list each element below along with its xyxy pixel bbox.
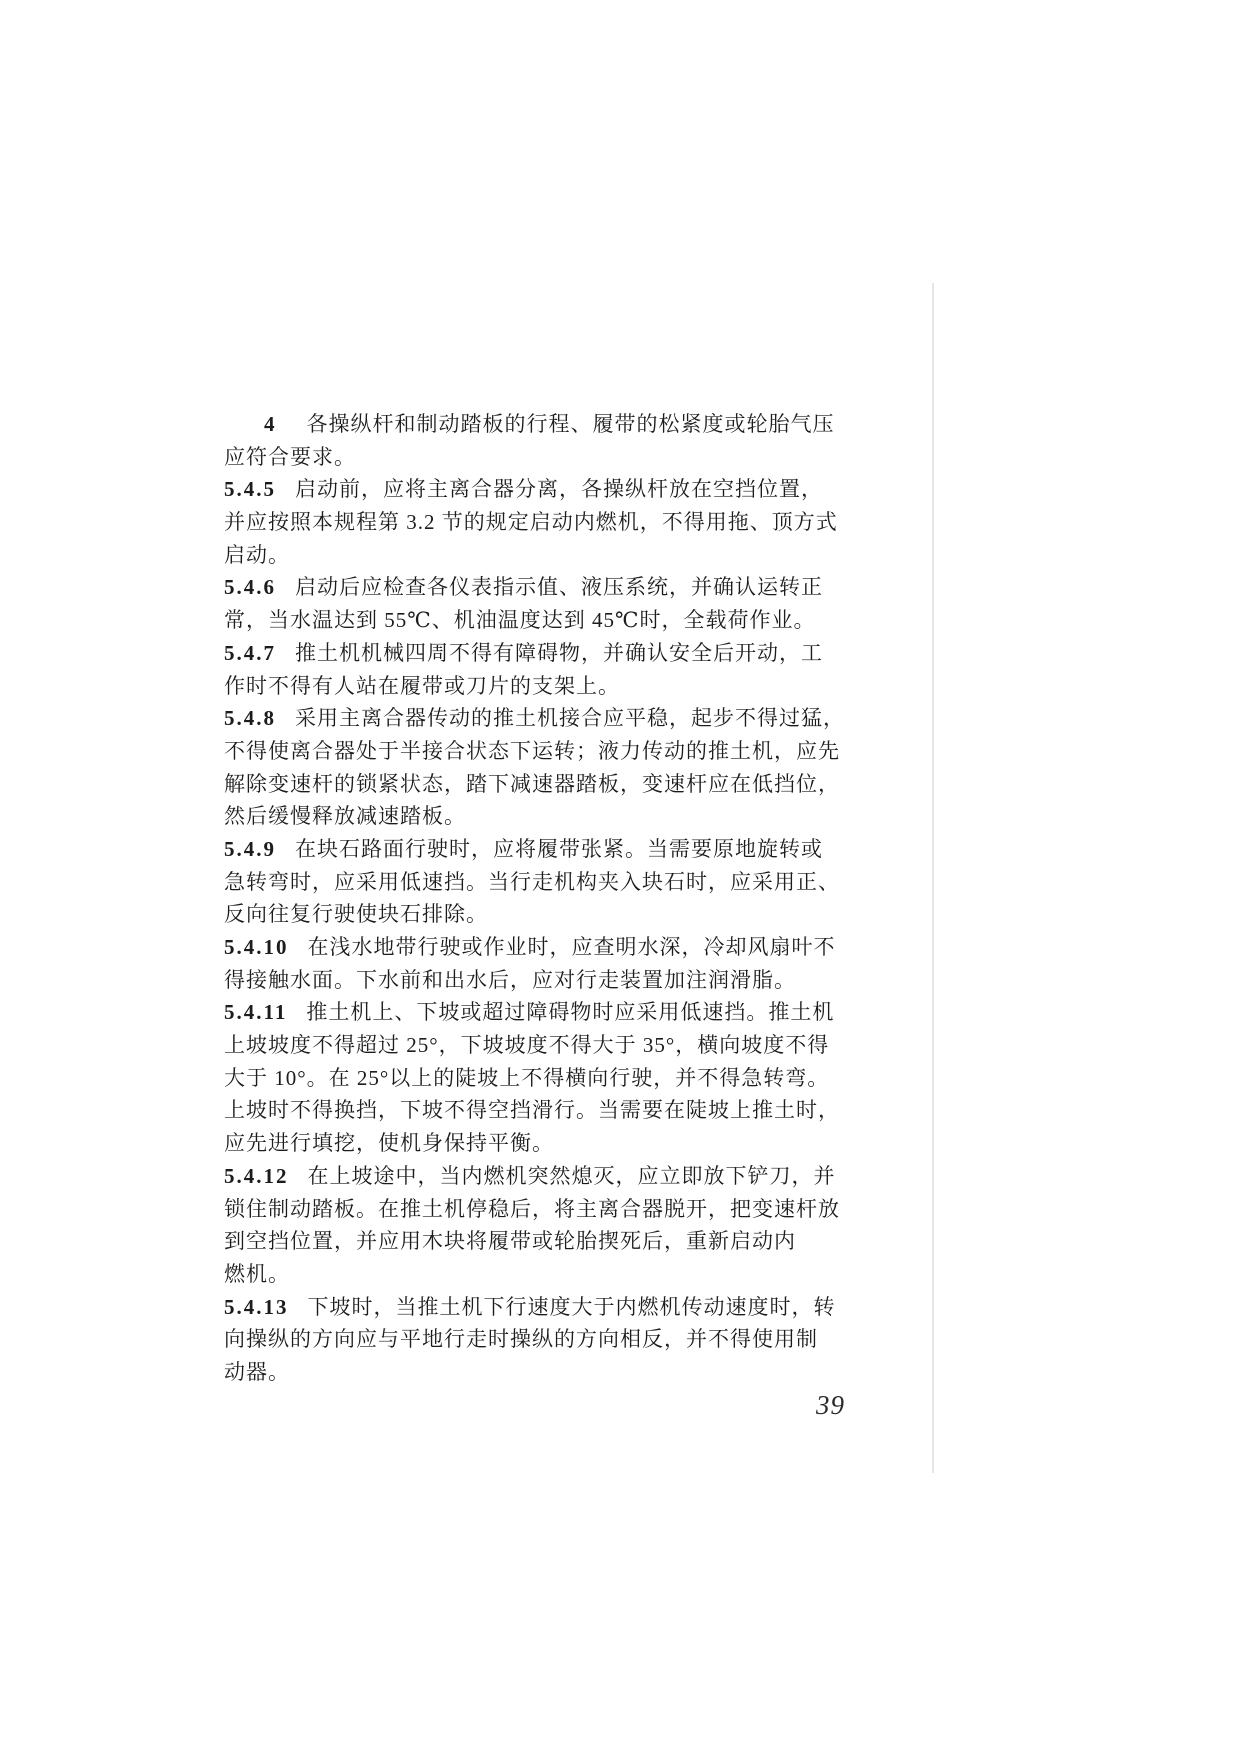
text-line	[224, 800, 864, 833]
scan-artifact-vertical-line	[932, 283, 934, 1473]
line-text: 反向往复行驶使块石排除。	[224, 902, 488, 927]
line-text: 应符合要求。	[224, 444, 356, 469]
line-text: 解除变速杆的锁紧状态，踏下减速器踏板，变速杆应在低挡位，	[224, 771, 840, 796]
line-text: 启动前，应将主离合器分离，各操纵杆放在空挡位置，	[295, 477, 823, 502]
line-text: 大于 10°。在 25°以上的陡坡上不得横向行驶，并不得急转弯。	[224, 1065, 830, 1090]
line-text: 常，当水温达到 55℃、机油温度达到 45℃时，全载荷作业。	[224, 608, 816, 633]
text-line	[224, 1160, 864, 1193]
text-line	[224, 1291, 864, 1324]
text-line	[224, 866, 864, 899]
section-number: 5.4.8	[224, 706, 276, 731]
line-text: 作时不得有人站在履带或刀片的支架上。	[224, 673, 620, 698]
section-number: 5.4.13	[224, 1294, 289, 1319]
text-line	[224, 1323, 864, 1356]
line-text: 急转弯时，应采用低速挡。当行走机构夹入块石时，应采用正、	[224, 869, 840, 894]
page-number: 39	[816, 1390, 845, 1420]
text-line	[224, 1062, 864, 1095]
line-text: 并应按照本规程第 3.2 节的规定启动内燃机，不得用拖、顶方式	[224, 510, 838, 535]
line-text: 上坡坡度不得超过 25°，下坡坡度不得大于 35°，横向坡度不得	[224, 1033, 830, 1058]
text-line	[224, 539, 864, 572]
line-text: 在浅水地带行驶或作业时，应查明水深，冷却风扇叶不	[307, 935, 836, 959]
section-number: 5.4.6	[224, 575, 276, 600]
section-number: 5.4.10	[224, 935, 289, 959]
text-line	[224, 735, 864, 768]
text-line	[224, 1193, 864, 1226]
section-number: 5.4.12	[224, 1163, 289, 1188]
text-line	[224, 637, 864, 670]
text-line	[224, 1225, 864, 1258]
text-line	[224, 1029, 864, 1062]
text-line	[224, 670, 864, 703]
section-number: 5.4.9	[224, 836, 276, 861]
section-number: 5.4.7	[224, 640, 276, 665]
line-text: 启动后应检查各仪表指示值、液压系统，并确认运转正	[295, 575, 823, 600]
text-line	[224, 996, 864, 1029]
line-text: 采用主离合器传动的推土机接合应平稳，起步不得过猛，	[295, 706, 845, 731]
text-line	[224, 964, 864, 997]
text-line	[224, 604, 864, 637]
line-text: 应先进行填挖，使机身保持平衡。	[224, 1131, 554, 1156]
line-text: 到空挡位置，并应用木块将履带或轮胎揳死后，重新启动内	[224, 1229, 796, 1254]
text-line	[224, 833, 864, 866]
text-line	[224, 571, 864, 604]
line-text: 向操纵的方向应与平地行走时操纵的方向相反，并不得使用制	[224, 1327, 818, 1352]
text-line	[224, 408, 864, 441]
line-text: 推土机机械四周不得有障碍物，并确认安全后开动，工	[295, 640, 823, 665]
text-line	[224, 898, 864, 931]
line-text: 不得使离合器处于半接合状态下运转；液力传动的推土机，应先	[224, 738, 840, 763]
line-text: 各操纵杆和制动踏板的行程、履带的松紧度或轮胎气压	[306, 412, 835, 436]
document-text-block	[224, 408, 864, 1389]
text-line	[224, 1356, 864, 1389]
text-line	[224, 931, 864, 964]
text-line	[224, 702, 864, 735]
line-text: 在上坡途中，当内燃机突然熄灭，应立即放下铲刀，并	[307, 1163, 836, 1188]
text-line	[224, 1127, 864, 1160]
line-text: 上坡时不得换挡，下坡不得空挡滑行。当需要在陡坡上推土时，	[224, 1098, 840, 1123]
line-text: 动器。	[224, 1359, 290, 1384]
line-text: 下坡时，当推土机下行速度大于内燃机传动速度时，转	[307, 1294, 836, 1319]
line-text: 锁住制动踏板。在推土机停稳后，将主离合器脱开，把变速杆放	[224, 1196, 840, 1221]
section-number: 5.4.5	[224, 477, 276, 502]
line-text: 启动。	[224, 542, 290, 567]
section-number: 4	[264, 412, 276, 436]
text-line	[224, 1094, 864, 1127]
text-line	[224, 441, 864, 474]
line-text: 燃机。	[224, 1261, 290, 1286]
line-text: 在块石路面行驶时，应将履带张紧。当需要原地旋转或	[295, 836, 823, 861]
text-line	[224, 1258, 864, 1291]
text-line	[224, 506, 864, 539]
line-text: 得接触水面。下水前和出水后，应对行走装置加注润滑脂。	[224, 967, 796, 992]
text-line	[224, 473, 864, 506]
line-text: 推土机上、下坡或超过障碍物时应采用低速挡。推土机	[306, 1000, 835, 1025]
section-number: 5.4.11	[224, 1000, 288, 1025]
line-text: 然后缓慢释放减速踏板。	[224, 804, 466, 829]
text-line	[224, 768, 864, 801]
